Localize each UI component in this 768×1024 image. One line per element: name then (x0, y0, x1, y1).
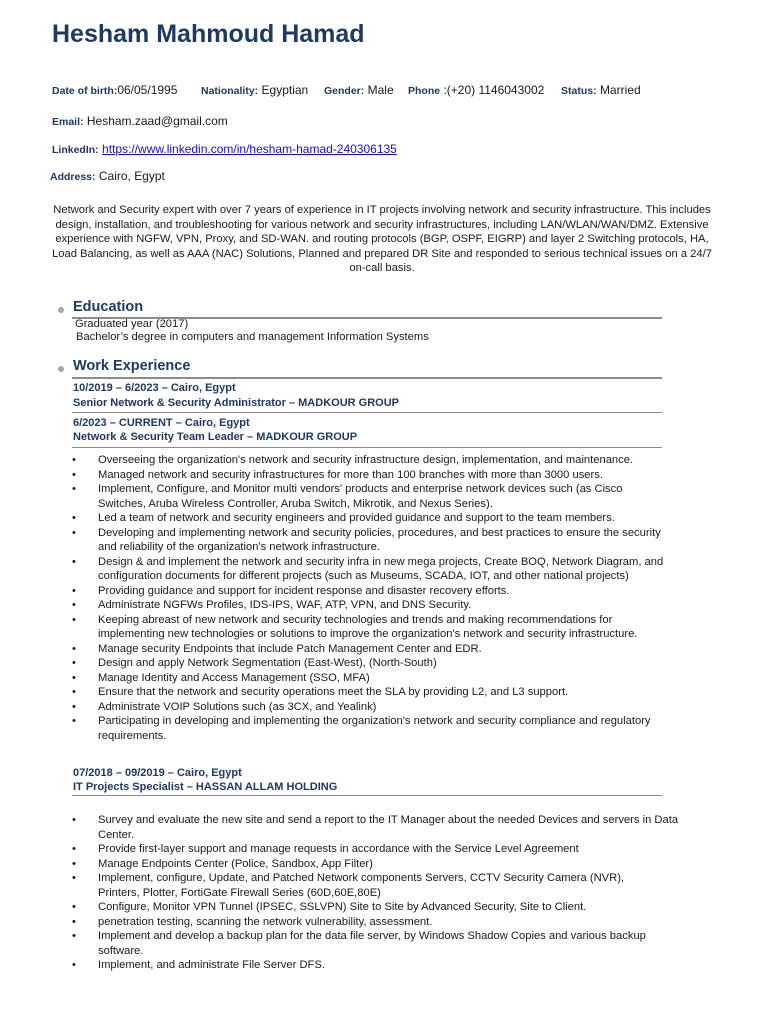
job1-role: Senior Network & Security Administrator – MADKOUR GROUP (73, 397, 399, 409)
work-experience-title: Work Experience (73, 358, 191, 374)
address-row (50, 169, 165, 183)
gender-value: Male (367, 83, 394, 97)
linkedin-label: LinkedIn: (52, 144, 99, 156)
gender-row (324, 83, 394, 97)
phone-row (408, 83, 544, 97)
list-item: • Administrate NGFWs Profiles, IDS-IPS, WAF, ATP, VPN, and DNS Security. (72, 599, 472, 611)
list-item: • Provide first-layer support and manage requests in accordance with the Service Level Agreement (72, 843, 579, 855)
list-item: • Ensure that the network and security operations meet the SLA by providing L2, and L3 support. (72, 686, 569, 698)
job3-role: IT Projects Specialist – HASSAN ALLAM HOLDING (73, 781, 338, 793)
address-value: Cairo, Egypt (98, 169, 165, 183)
list-item: • Implement, and administrate File Server DFS. (72, 959, 325, 971)
email-value[interactable]: Hesham.zaad@gmail.com (86, 114, 228, 128)
list-item: • Led a team of network and security engineers and provided guidance and support to the team members. (72, 512, 615, 524)
job3-dates: 07/2018 – 09/2019 – Cairo, Egypt (73, 767, 242, 779)
dob-value: 06/05/1995 (117, 83, 178, 97)
job3-divider (72, 795, 662, 796)
list-item: • Manage Endpoints Center (Police, Sandbox, App Filter) (72, 857, 373, 870)
job2-divider (72, 447, 662, 448)
education-title: Education (73, 299, 144, 315)
job2-responsibilities (72, 453, 712, 743)
gender-label: Gender: (324, 85, 365, 97)
list-item: • Design & and implement the network and security infra in new mega projects, Create BOQ, Network Diagram, and configuration documents for different projects (such as Museums, SCADA, IOT, and other national projects) (72, 555, 664, 582)
list-item: • Overseeing the organization's network and security infrastructure design, implementation, and maintenance. (72, 454, 634, 466)
status-value: Married (599, 83, 641, 97)
work-divider (72, 377, 662, 379)
list-item: • Keeping abreast of new network and security technologies and trends and making recommendations for implementing new technologies or solutions to improve the organization's network and security infrastructure. (72, 613, 638, 640)
list-item: • penetration testing, scanning the network vulnerability, assessment. (72, 915, 433, 928)
nationality-row (201, 83, 308, 97)
list-item: • Implement, Configure, and Monitor multi vendors' products and enterprise network devices such (as Cisco Switches, Aruba Wireless Controller, Aruba Switch, Mikrotik, and Nexus Series). (72, 483, 623, 510)
email-label: Email: (52, 116, 84, 128)
list-item: • Implement, configure, Update, and Patched Network components Servers, CCTV Security Camera (NVR), Printers, Plotter, FortiGate Firewall Series (60D,60E,80E) (72, 872, 625, 899)
section-bullet-icon (58, 307, 64, 313)
dob-label: Date of birth: (52, 85, 118, 97)
phone-label: Phone (408, 85, 441, 97)
address-label: Address: (50, 171, 96, 183)
list-item: • Developing and implementing network and security policies, procedures, and best practices to ensure the security and reliability of the organization's network infrastructure. (72, 526, 661, 553)
list-item: • Manage Identity and Access Management (SSO, MFA) (72, 671, 370, 684)
status-row (561, 83, 641, 97)
list-item: • Configure, Monitor VPN Tunnel (IPSEC, SSLVPN) Site to Site by Advanced Security, Site to Client. (72, 901, 587, 913)
education-year: Graduated year (2017) (75, 318, 189, 330)
job3-responsibilities (72, 813, 712, 973)
job1-dates: 10/2019 – 6/2023 – Cairo, Egypt (73, 382, 236, 394)
education-degree: Bachelor’s degree in computers and management Information Systems (76, 331, 429, 343)
email-row (52, 114, 228, 128)
list-item: • Managed network and security infrastructures for more than 100 branches with more than 3000 users. (72, 468, 603, 481)
list-item: • Providing guidance and support for incident response and disaster recovery efforts. (72, 584, 510, 597)
linkedin-link[interactable]: https://www.linkedin.com/in/hesham-hamad-240306135 (102, 142, 397, 156)
linkedin-row (52, 142, 397, 156)
job1-divider (72, 412, 662, 413)
list-item: • Survey and evaluate the new site and send a report to the IT Manager about the needed Devices and servers in Data Center. (72, 814, 679, 841)
nationality-label: Nationality: (201, 85, 259, 97)
professional-summary: Network and Security expert with over 7 years of experience in IT projects involving network and security infrastructure. This includes design, installation, and troubleshooting for various network and security infrastructures, including LAN/WLAN/WAN/DMZ. Extensive experience with NGFW, VPN, Proxy, and SD-WAN. and routing protocols (BGP, OSPF, EIGRP) and layer 2 Switching protocols, HA, Load Balancing, as well as AAA (NAC) Solutions, Planned and prepared DR Site and responded to serious technical issues on a 24/7 on-call basis. (52, 204, 712, 275)
status-label: Status: (561, 85, 597, 97)
list-item: • Manage security Endpoints that include Patch Management Center and EDR. (72, 642, 482, 655)
job2-role: Network & Security Team Leader – MADKOUR GROUP (73, 431, 358, 443)
phone-value: :(+20) 1146043002 (443, 83, 545, 97)
nationality-value: Egyptian (261, 83, 309, 97)
dob-row (52, 83, 177, 97)
list-item: • Design and apply Network Segmentation (East-West), (North-South) (72, 657, 437, 669)
job2-dates: 6/2023 – CURRENT – Cairo, Egypt (73, 417, 250, 429)
list-item: • Implement and develop a backup plan for the data file server, by Windows Shadow Copies and various backup software. (72, 930, 646, 957)
section-bullet-icon (58, 366, 64, 372)
candidate-name: Hesham Mahmoud Hamad (52, 20, 365, 48)
list-item: • Participating in developing and implementing the organization's network and security compliance and regulatory requirements. (72, 715, 651, 742)
list-item: • Administrate VOIP Solutions such (as 3CX, and Yealink) (72, 700, 377, 713)
